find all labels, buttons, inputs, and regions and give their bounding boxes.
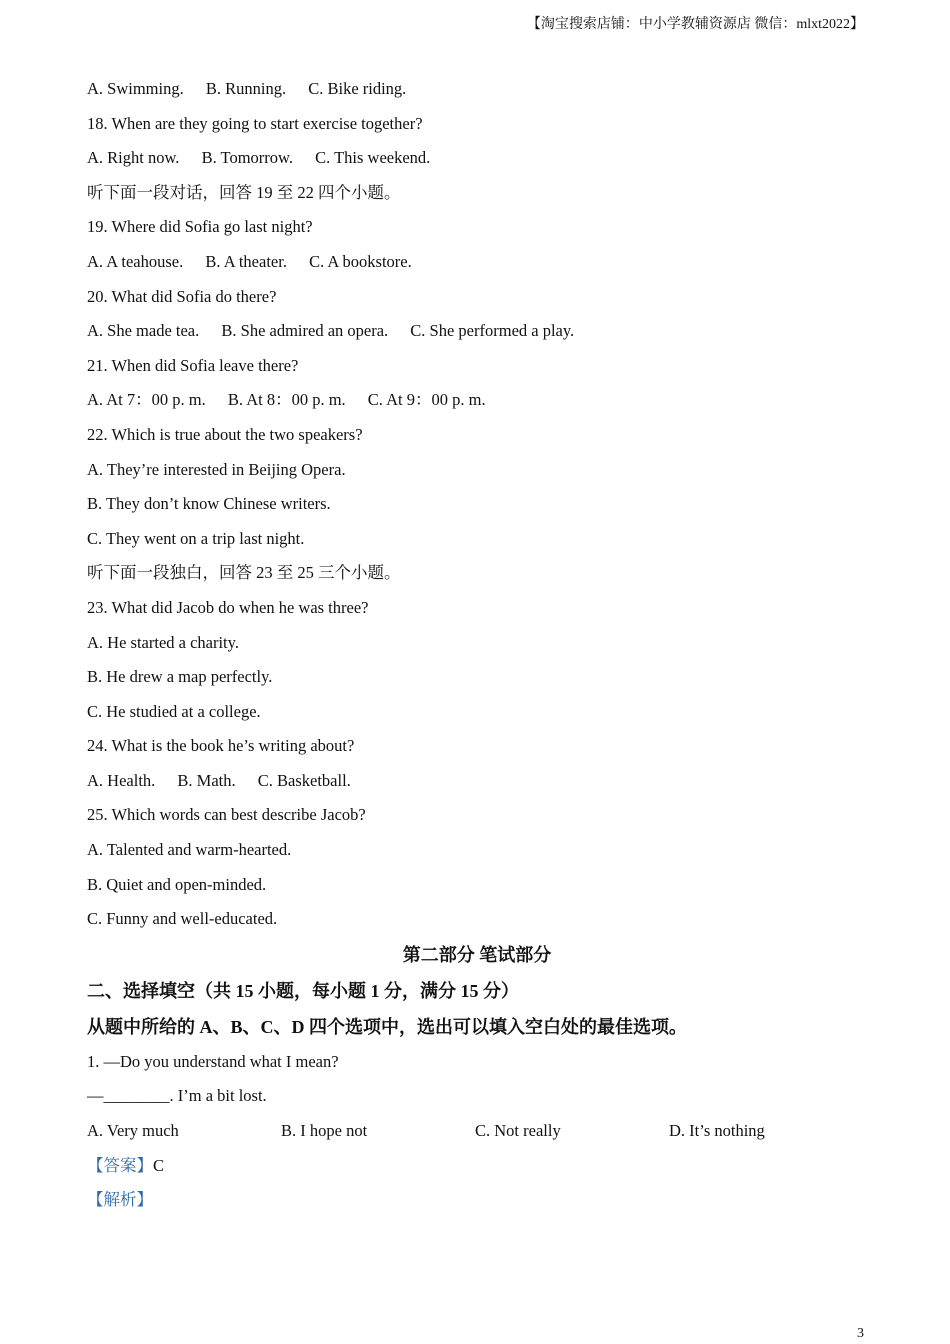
option: B. He drew a map perfectly. xyxy=(87,667,273,687)
question: 18. When are they going to start exercise together? xyxy=(87,113,423,133)
q17-options xyxy=(87,79,867,114)
answer-line xyxy=(87,1156,867,1191)
instruction: 听下面一段对话，回答 19 至 22 四个小题。 xyxy=(87,182,401,202)
option: A. At 7：00 p. m. xyxy=(87,390,206,410)
question: 21. When did Sofia leave there? xyxy=(87,355,299,375)
question: 20. What did Sofia do there? xyxy=(87,286,277,306)
question-response: —________. I’m a bit lost. xyxy=(87,1086,267,1106)
option: A. Talented and warm-hearted. xyxy=(87,840,292,860)
option: C. Basketball. xyxy=(257,770,351,790)
question: 1. —Do you understand what I mean? xyxy=(87,1051,339,1071)
question: 19. Where did Sofia go last night? xyxy=(87,217,313,237)
option: C. They went on a trip last night. xyxy=(87,528,305,548)
question: 24. What is the book he’s writing about? xyxy=(87,736,355,756)
option: C. A bookstore. xyxy=(309,251,412,271)
option: A. They’re interested in Beijing Opera. xyxy=(87,459,346,479)
option: B. Running. xyxy=(205,79,287,98)
option: B. She admired an opera. xyxy=(221,321,389,341)
option: A. Swimming. xyxy=(87,79,184,98)
q20-options xyxy=(87,321,867,356)
q19-options xyxy=(87,252,867,287)
option: C. She performed a play. xyxy=(410,321,575,341)
option: C. Funny and well-educated. xyxy=(87,909,278,929)
option: B. Quiet and open-minded. xyxy=(87,874,267,894)
q18-options xyxy=(87,148,867,183)
section-instruction: 从题中所给的 A、B、C、D 四个选项中，选出可以填入空白处的最佳选项。 xyxy=(87,1016,687,1037)
analysis-line xyxy=(87,1190,867,1225)
option: A. A teahouse. xyxy=(87,251,184,271)
question: 25. Which words can best describe Jacob? xyxy=(87,805,366,825)
instruction: 听下面一段独白，回答 23 至 25 三个小题。 xyxy=(87,563,401,583)
option: A. Health. xyxy=(87,770,156,790)
answer-label: 【答案】 xyxy=(87,1155,153,1175)
q21-options xyxy=(87,390,867,425)
option: A. Right now. xyxy=(87,148,180,168)
question: 23. What did Jacob do when he was three? xyxy=(87,597,369,617)
page-header: 【淘宝搜索店铺：中小学教辅资源店 微信：mlxt2022】 xyxy=(526,17,864,32)
option: D. It’s nothing xyxy=(669,1121,765,1141)
question: 22. Which is true about the two speakers? xyxy=(87,424,363,444)
option: C. At 9：00 p. m. xyxy=(367,390,486,410)
analysis-label: 【解析】 xyxy=(87,1190,153,1210)
section-heading: 二、选择填空（共 15 小题，每小题 1 分，满分 15 分） xyxy=(87,980,519,1001)
option: A. Very much xyxy=(87,1121,179,1141)
part-title: 第二部分 笔试部分 xyxy=(402,944,552,965)
option: A. She made tea. xyxy=(87,321,200,341)
document-body xyxy=(87,79,867,1225)
answer-value: C xyxy=(153,1155,165,1175)
q24-options xyxy=(87,771,867,806)
option: B. Math. xyxy=(177,770,236,790)
option: C. Not really xyxy=(475,1121,561,1141)
option: B. I hope not xyxy=(281,1121,368,1141)
option: C. This weekend. xyxy=(315,148,431,168)
option: C. He studied at a college. xyxy=(87,701,261,721)
option: B. Tomorrow. xyxy=(201,148,293,168)
option: B. They don’t know Chinese writers. xyxy=(87,494,331,514)
page-number: 3 xyxy=(857,1326,864,1341)
q1-options xyxy=(87,1121,867,1156)
option: A. He started a charity. xyxy=(87,632,239,652)
option: B. At 8：00 p. m. xyxy=(227,390,346,410)
option: B. A theater. xyxy=(205,251,287,271)
option: C. Bike riding. xyxy=(308,79,407,98)
